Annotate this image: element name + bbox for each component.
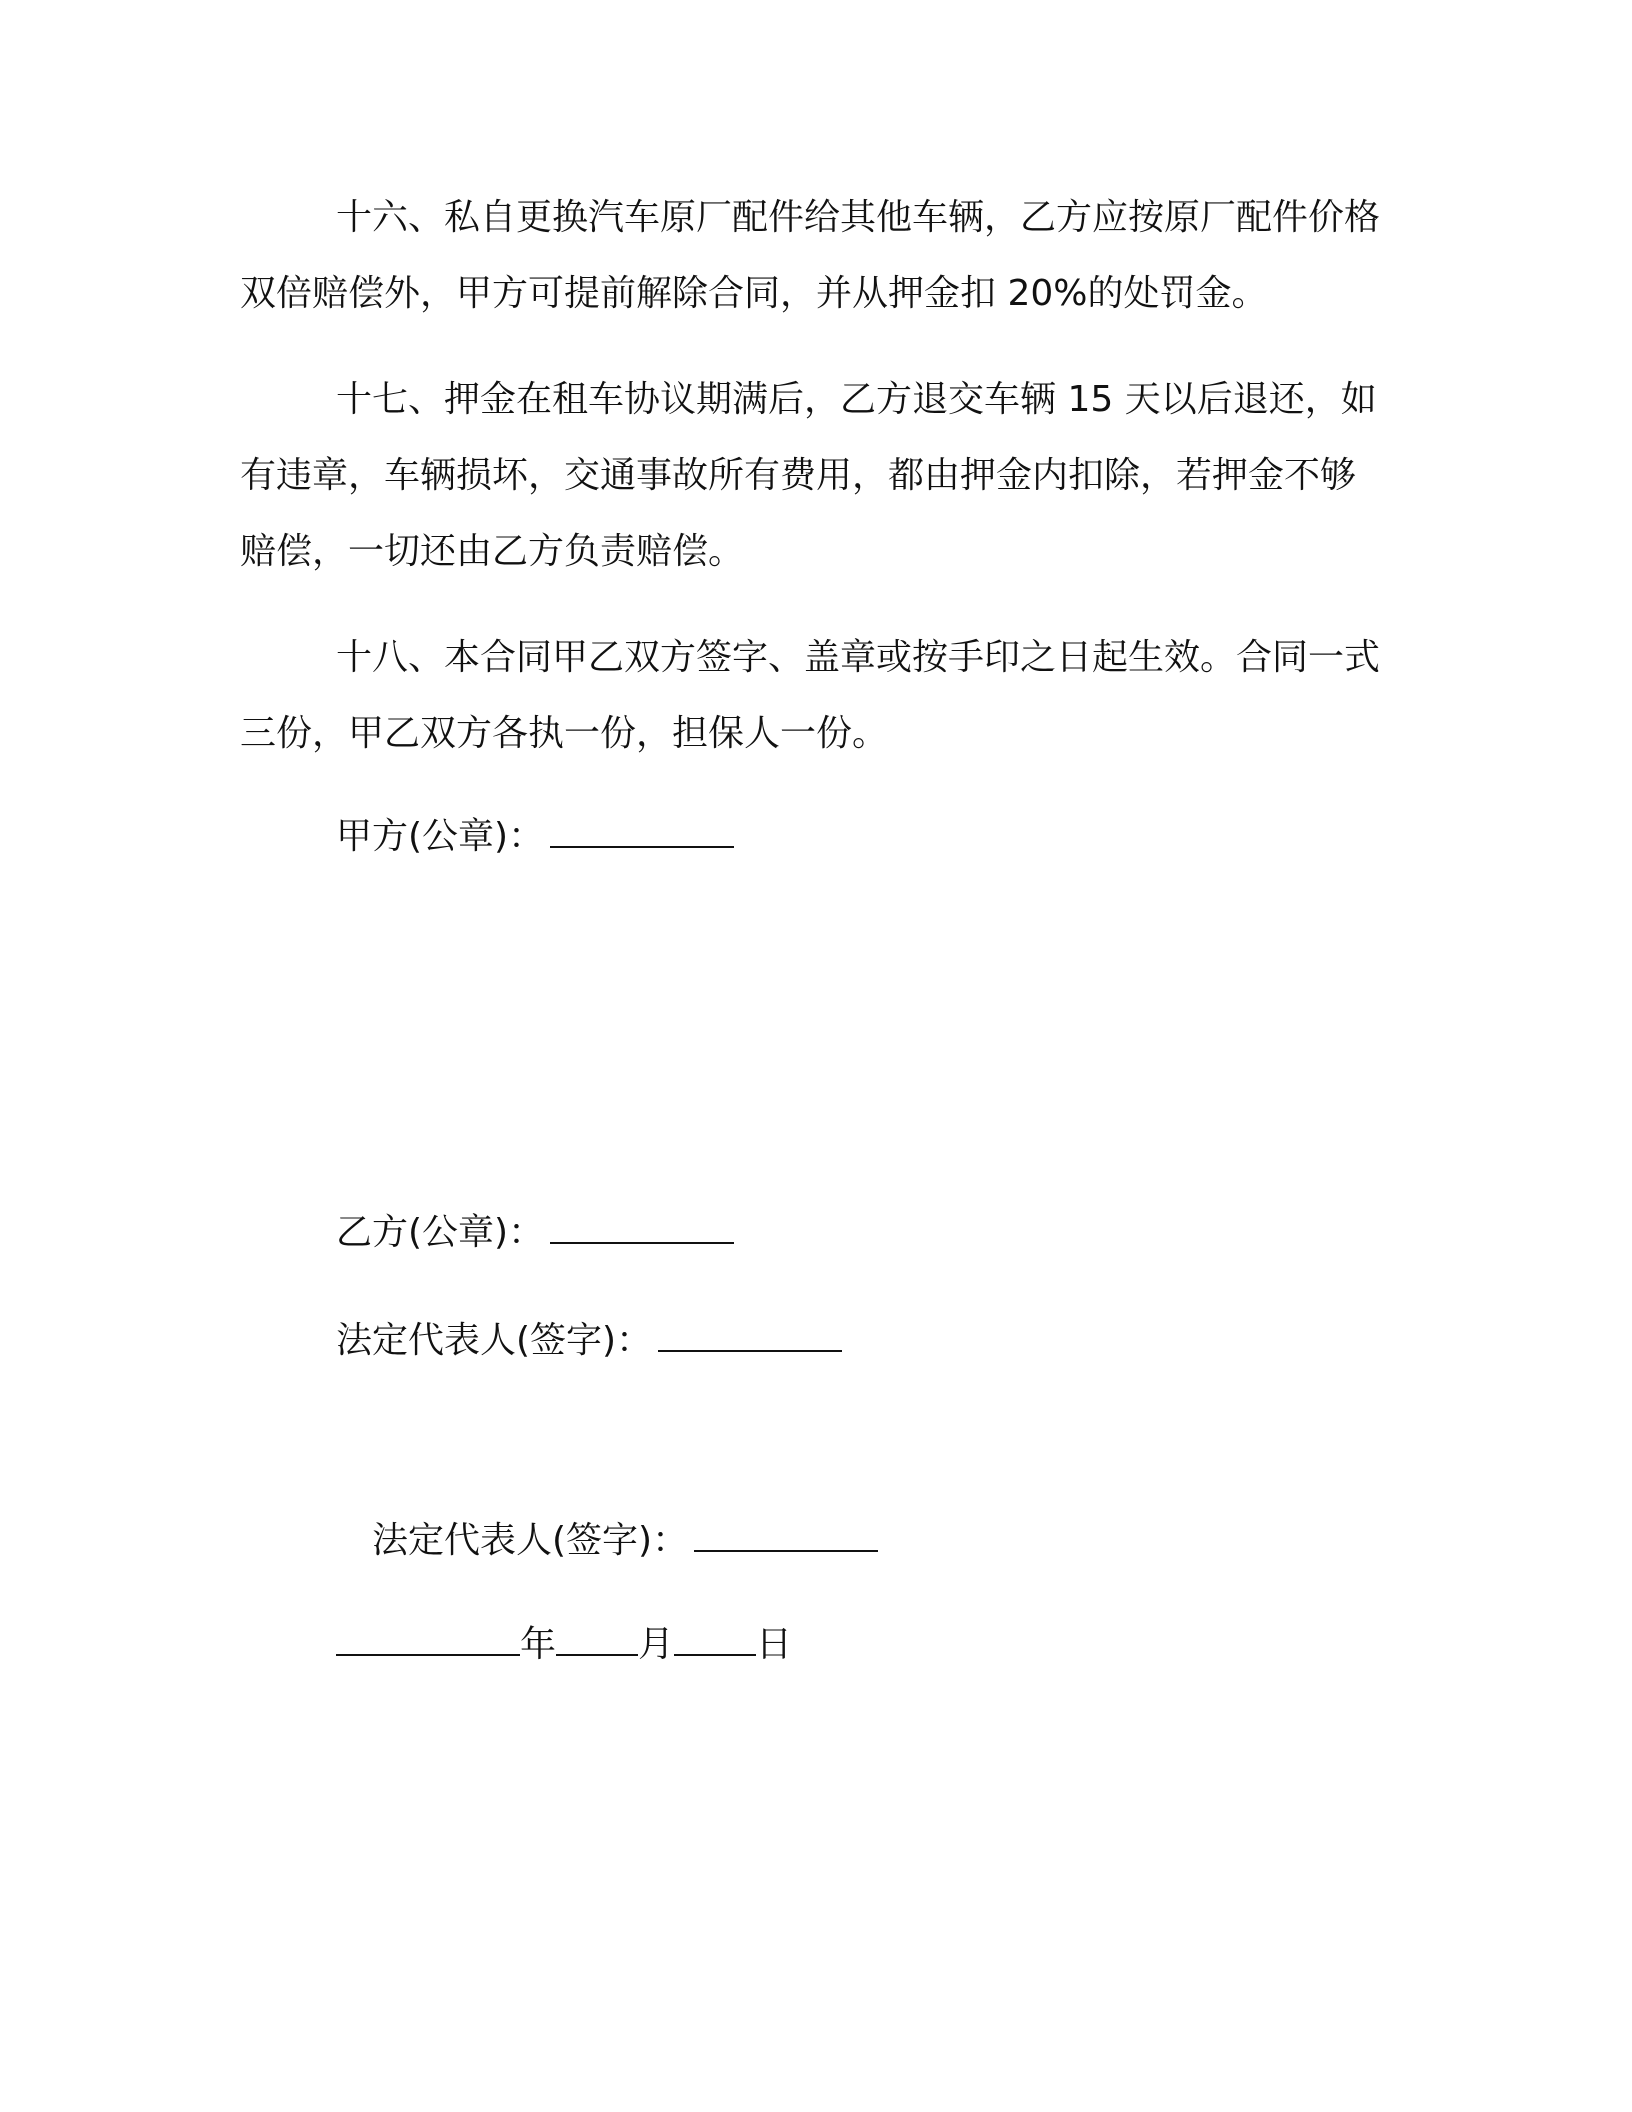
legal-rep-signature-line-2: [372, 1516, 878, 1565]
legal-rep-signature-blank-2[interactable]: [694, 1516, 878, 1552]
day-label: 日: [756, 1624, 793, 1665]
month-blank[interactable]: [556, 1620, 638, 1656]
legal-rep-signature-line-1: [336, 1316, 842, 1365]
legal-rep-label-1: 法定代表人(签字)：: [336, 1320, 653, 1361]
clause-16: 十六、私自更换汽车原厂配件给其他车辆，乙方应按原厂配件价格双倍赔偿外，甲方可提前解除合同，并从押金扣 20%的处罚金。: [240, 197, 1381, 314]
party-b-label: 乙方(公章)：: [336, 1212, 545, 1253]
day-blank[interactable]: [674, 1620, 756, 1656]
month-label: 月: [638, 1624, 675, 1665]
party-a-label: 甲方(公章)：: [336, 816, 545, 857]
party-b-seal-blank[interactable]: [550, 1208, 734, 1244]
party-a-seal-blank[interactable]: [550, 812, 734, 848]
clause-17: 十七、押金在租车协议期满后，乙方退交车辆 15 天以后退还，如有违章，车辆损坏，交通事故所有费用，都由押金内扣除，若押金不够赔偿，一切还由乙方负责赔偿。: [240, 379, 1377, 572]
legal-rep-label-2: 法定代表人(签字)：: [372, 1520, 689, 1561]
year-blank[interactable]: [336, 1620, 520, 1656]
legal-rep-signature-blank-1[interactable]: [658, 1316, 842, 1352]
party-a-signature-line: [336, 812, 734, 861]
year-label: 年: [520, 1624, 557, 1665]
date-line: [336, 1620, 792, 1669]
party-b-signature-line: [336, 1208, 734, 1257]
clause-18: 十八、本合同甲乙双方签字、盖章或按手印之日起生效。合同一式三份，甲乙双方各执一份，担保人一份。: [240, 637, 1381, 754]
